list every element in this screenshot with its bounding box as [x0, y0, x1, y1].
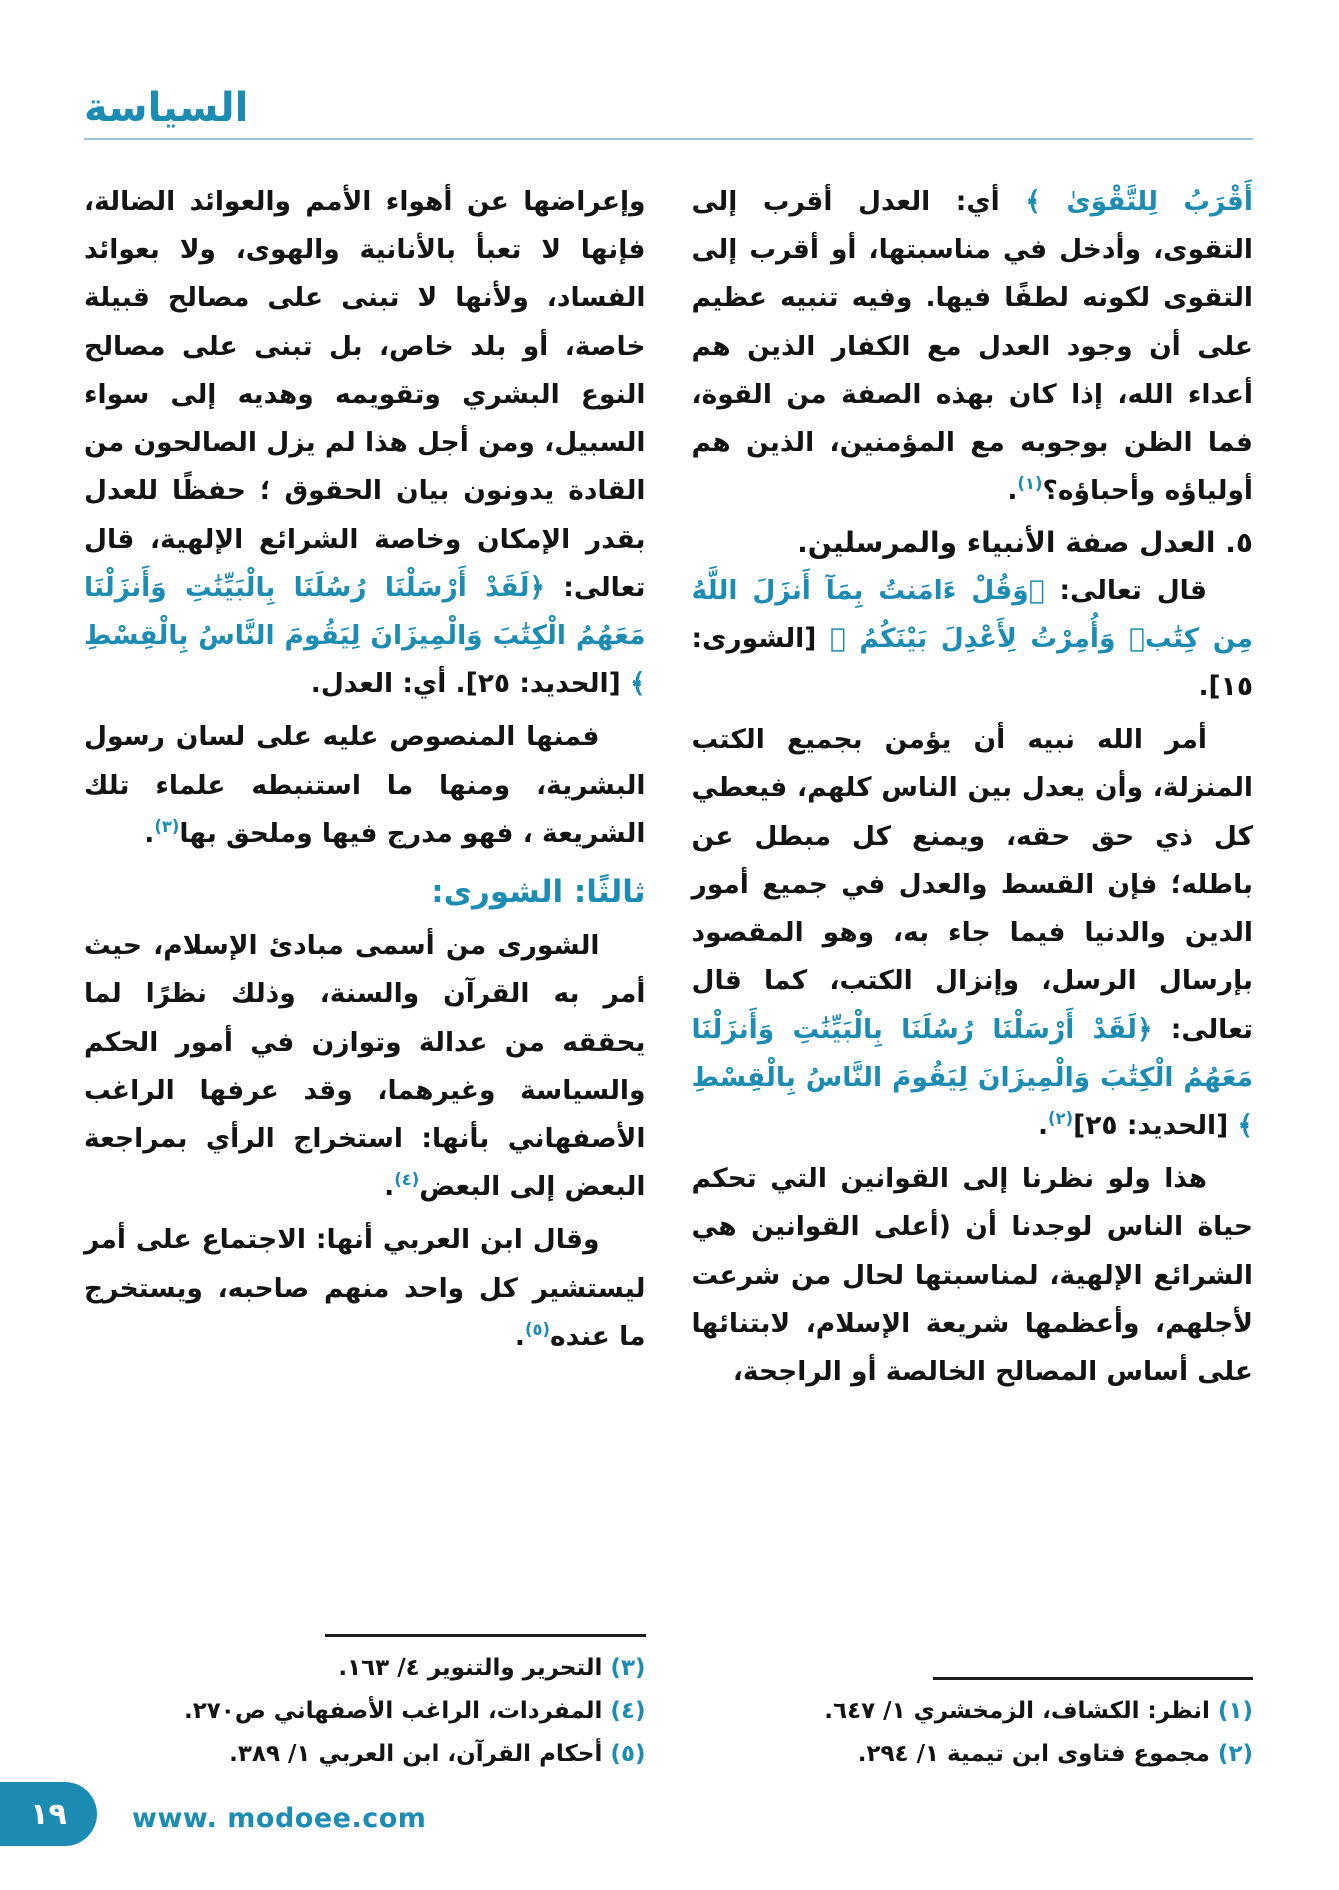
quran-verse: ﴿لَقَدْ أَرْسَلْنَا رُسُلَنَا بِالْبَيِّنَٰتِ وَأَنزَلْنَا مَعَهُمُ الْكِتَٰبَ وَالْمِيزَانَ لِيَقُومَ النَّاسُ بِالْقِسْطِ ﴾: [691, 1013, 1253, 1141]
body-text: الشورى من أسمى مبادئ الإسلام، حيث أمر به القرآن والسنة، وذلك نظرًا لما يحققه من عدالة وتوازن في أمور الحكم والسياسة وغيرهما، وقد عرفها الراغب الأصفهاني بأنها: استخراج الرأي بمراجعة البعض إلى البعض: [84, 930, 646, 1203]
footnote-number: (١): [1217, 1697, 1253, 1724]
footnotes-right: [692, 1671, 1254, 1778]
page-number: ١٩: [30, 1796, 67, 1832]
footnote-ref: (٥): [524, 1319, 551, 1339]
verse-reference: [الحديد: ٢٥]: [1073, 1109, 1229, 1141]
footnote-item: [692, 1692, 1254, 1731]
page-number-tab: [0, 1782, 97, 1846]
body-text: .: [1037, 1109, 1049, 1141]
footnote-item: [84, 1735, 646, 1774]
column-right-body: [692, 178, 1254, 1401]
body-text: قال تعالى:: [1059, 574, 1207, 606]
paragraph: [84, 178, 646, 708]
footnote-ref: (١): [1017, 474, 1043, 494]
body-text: .: [514, 1320, 525, 1352]
page-header: [84, 86, 1253, 140]
column-right: [692, 178, 1254, 1778]
footnote-text: انظر: الكشاف، الزمخشري ١/ ٦٤٧.: [824, 1697, 1210, 1724]
body-text: أي: العدل أقرب إلى التقوى، وأدخل في مناسبتها، أو أقرب إلى التقوى لكونه لطفًا فيها. وفيه تنبيه عظيم على أن وجود العدل مع الكفار الذين هم أعداء الله، إذا كان بهذه الصفة من القوة، فما الظن بوجوبه مع المؤمنين، الذين هم أولياؤه وأحباؤه؟: [691, 186, 1253, 507]
body-text: .: [384, 1171, 395, 1203]
footnote-text: المفردات، الراغب الأصفهاني ص٢٧٠.: [183, 1697, 603, 1724]
paragraph: [692, 178, 1254, 516]
body-text: .: [144, 817, 155, 849]
footnote-text: التحرير والتنوير ٤/ ١٦٣.: [338, 1654, 603, 1681]
body-text: هذا ولو نظرنا إلى القوانين التي تحكم حياة الناس لوجدنا أن (أعلى القوانين هي الشرائع الإلهية، لمناسبتها لحال من شرعت لأجلهم، وأعظمها شريعة الإسلام، لابتنائها على أساس المصالح الخالصة أو الراجحة،: [691, 1163, 1253, 1388]
section-heading-numbered: ٥. العدل صفة الأنبياء والمرسلين.: [797, 525, 1253, 559]
quran-verse: أَقْرَبُ لِلتَّقْوَىٰ ﴾: [1025, 186, 1253, 217]
paragraph: [692, 567, 1254, 712]
body-text: .: [1007, 475, 1018, 507]
paragraph: [692, 1155, 1254, 1396]
body-text: وإعراضها عن أهواء الأمم والعوائد الضالة، فإنها لا تعبأ بالأنانية والهوى، ولا بعوائد الفساد، ولأنها لا تبنى على مصالح قبيلة خاصة، أو بلد خاص، بل تبنى على مصالح النوع البشري وتقويمه وهديه إلى سواء السبيل، ومن أجل هذا لم يزل الصالحون من القادة يدونون بيان الحقوق ؛ حفظًا للعدل بقدر الإمكان وخاصة الشرائع الإلهية، قال تعالى:: [84, 186, 646, 603]
footer-website-url: www. modoee.com: [132, 1803, 427, 1834]
column-left: [84, 178, 646, 1778]
body-text: وقال ابن العربي أنها: الاجتماع على أمر ليستشير كل واحد منهم صاحبه، ويستخرج ما عنده: [84, 1224, 646, 1352]
footnote-text: أحكام القرآن، ابن العربي ١/ ٣٨٩.: [229, 1740, 603, 1767]
paragraph: [84, 713, 646, 858]
verse-reference: [الحديد: ٢٥].: [455, 668, 621, 700]
column-left-body: [84, 178, 646, 1366]
quran-verse: ﴿وَقُلْ ءَامَنتُ بِمَآ أَنزَلَ اللَّهُ مِن كِتَٰبٖ وَأُمِرْتُ لِأَعْدِلَ بَيْنَكُمُ ﴾: [691, 574, 1253, 654]
body-text: أي: العدل.: [310, 668, 447, 700]
quran-verse: ﴿لَقَدْ أَرْسَلْنَا رُسُلَنَا بِالْبَيِّنَٰتِ وَأَنزَلْنَا مَعَهُمُ الْكِتَٰبَ وَالْمِيزَانَ لِيَقُومَ النَّاسُ بِالْقِسْطِ ﴾: [84, 571, 646, 700]
running-head-title: السياسة: [84, 85, 249, 131]
body-text: فمنها المنصوص عليه على لسان رسول البشرية، ومنها ما استنبطه علماء تلك الشريعة ، فهو مدرج فيها وملحق بها: [84, 721, 646, 849]
footnote-item: [84, 1649, 646, 1688]
footnote-separator: [933, 1677, 1253, 1680]
footnote-ref: (٣): [154, 817, 180, 837]
footnote-number: (٤): [610, 1697, 646, 1724]
footnotes-left: [84, 1628, 646, 1778]
footnote-number: (٢): [1217, 1740, 1253, 1767]
footnote-ref: (٢): [1048, 1109, 1074, 1129]
paragraph: [692, 716, 1254, 1150]
footnote-number: (٥): [610, 1740, 646, 1767]
body-text: أمر الله نبيه أن يؤمن بجميع الكتب المنزلة، وأن يعدل بين الناس كلهم، فيعطي كل ذي حق حقه، ويمنع كل مبطل عن باطله؛ فإن القسط والعدل في جميع أمور الدين والدنيا فيما جاء به، وهو المقصود بإرسال الرسل، وإنزال الكتب، كما قال تعالى:: [691, 724, 1253, 1045]
footnote-item: [692, 1735, 1254, 1774]
paragraph: [84, 922, 646, 1211]
header-rule: [84, 138, 1253, 140]
footnote-number: (٣): [610, 1654, 646, 1681]
footnote-text: مجموع فتاوى ابن تيمية ١/ ٢٩٤.: [857, 1740, 1210, 1767]
footnote-separator: [325, 1634, 645, 1637]
two-column-body: [84, 178, 1253, 1778]
section-heading-shura: ثالثًا: الشورى:: [431, 874, 646, 911]
footnote-item: [84, 1692, 646, 1731]
paragraph: [84, 1216, 646, 1361]
footnote-ref: (٤): [394, 1170, 420, 1190]
verse-reference: [الشورى: ١٥].: [691, 622, 1253, 702]
